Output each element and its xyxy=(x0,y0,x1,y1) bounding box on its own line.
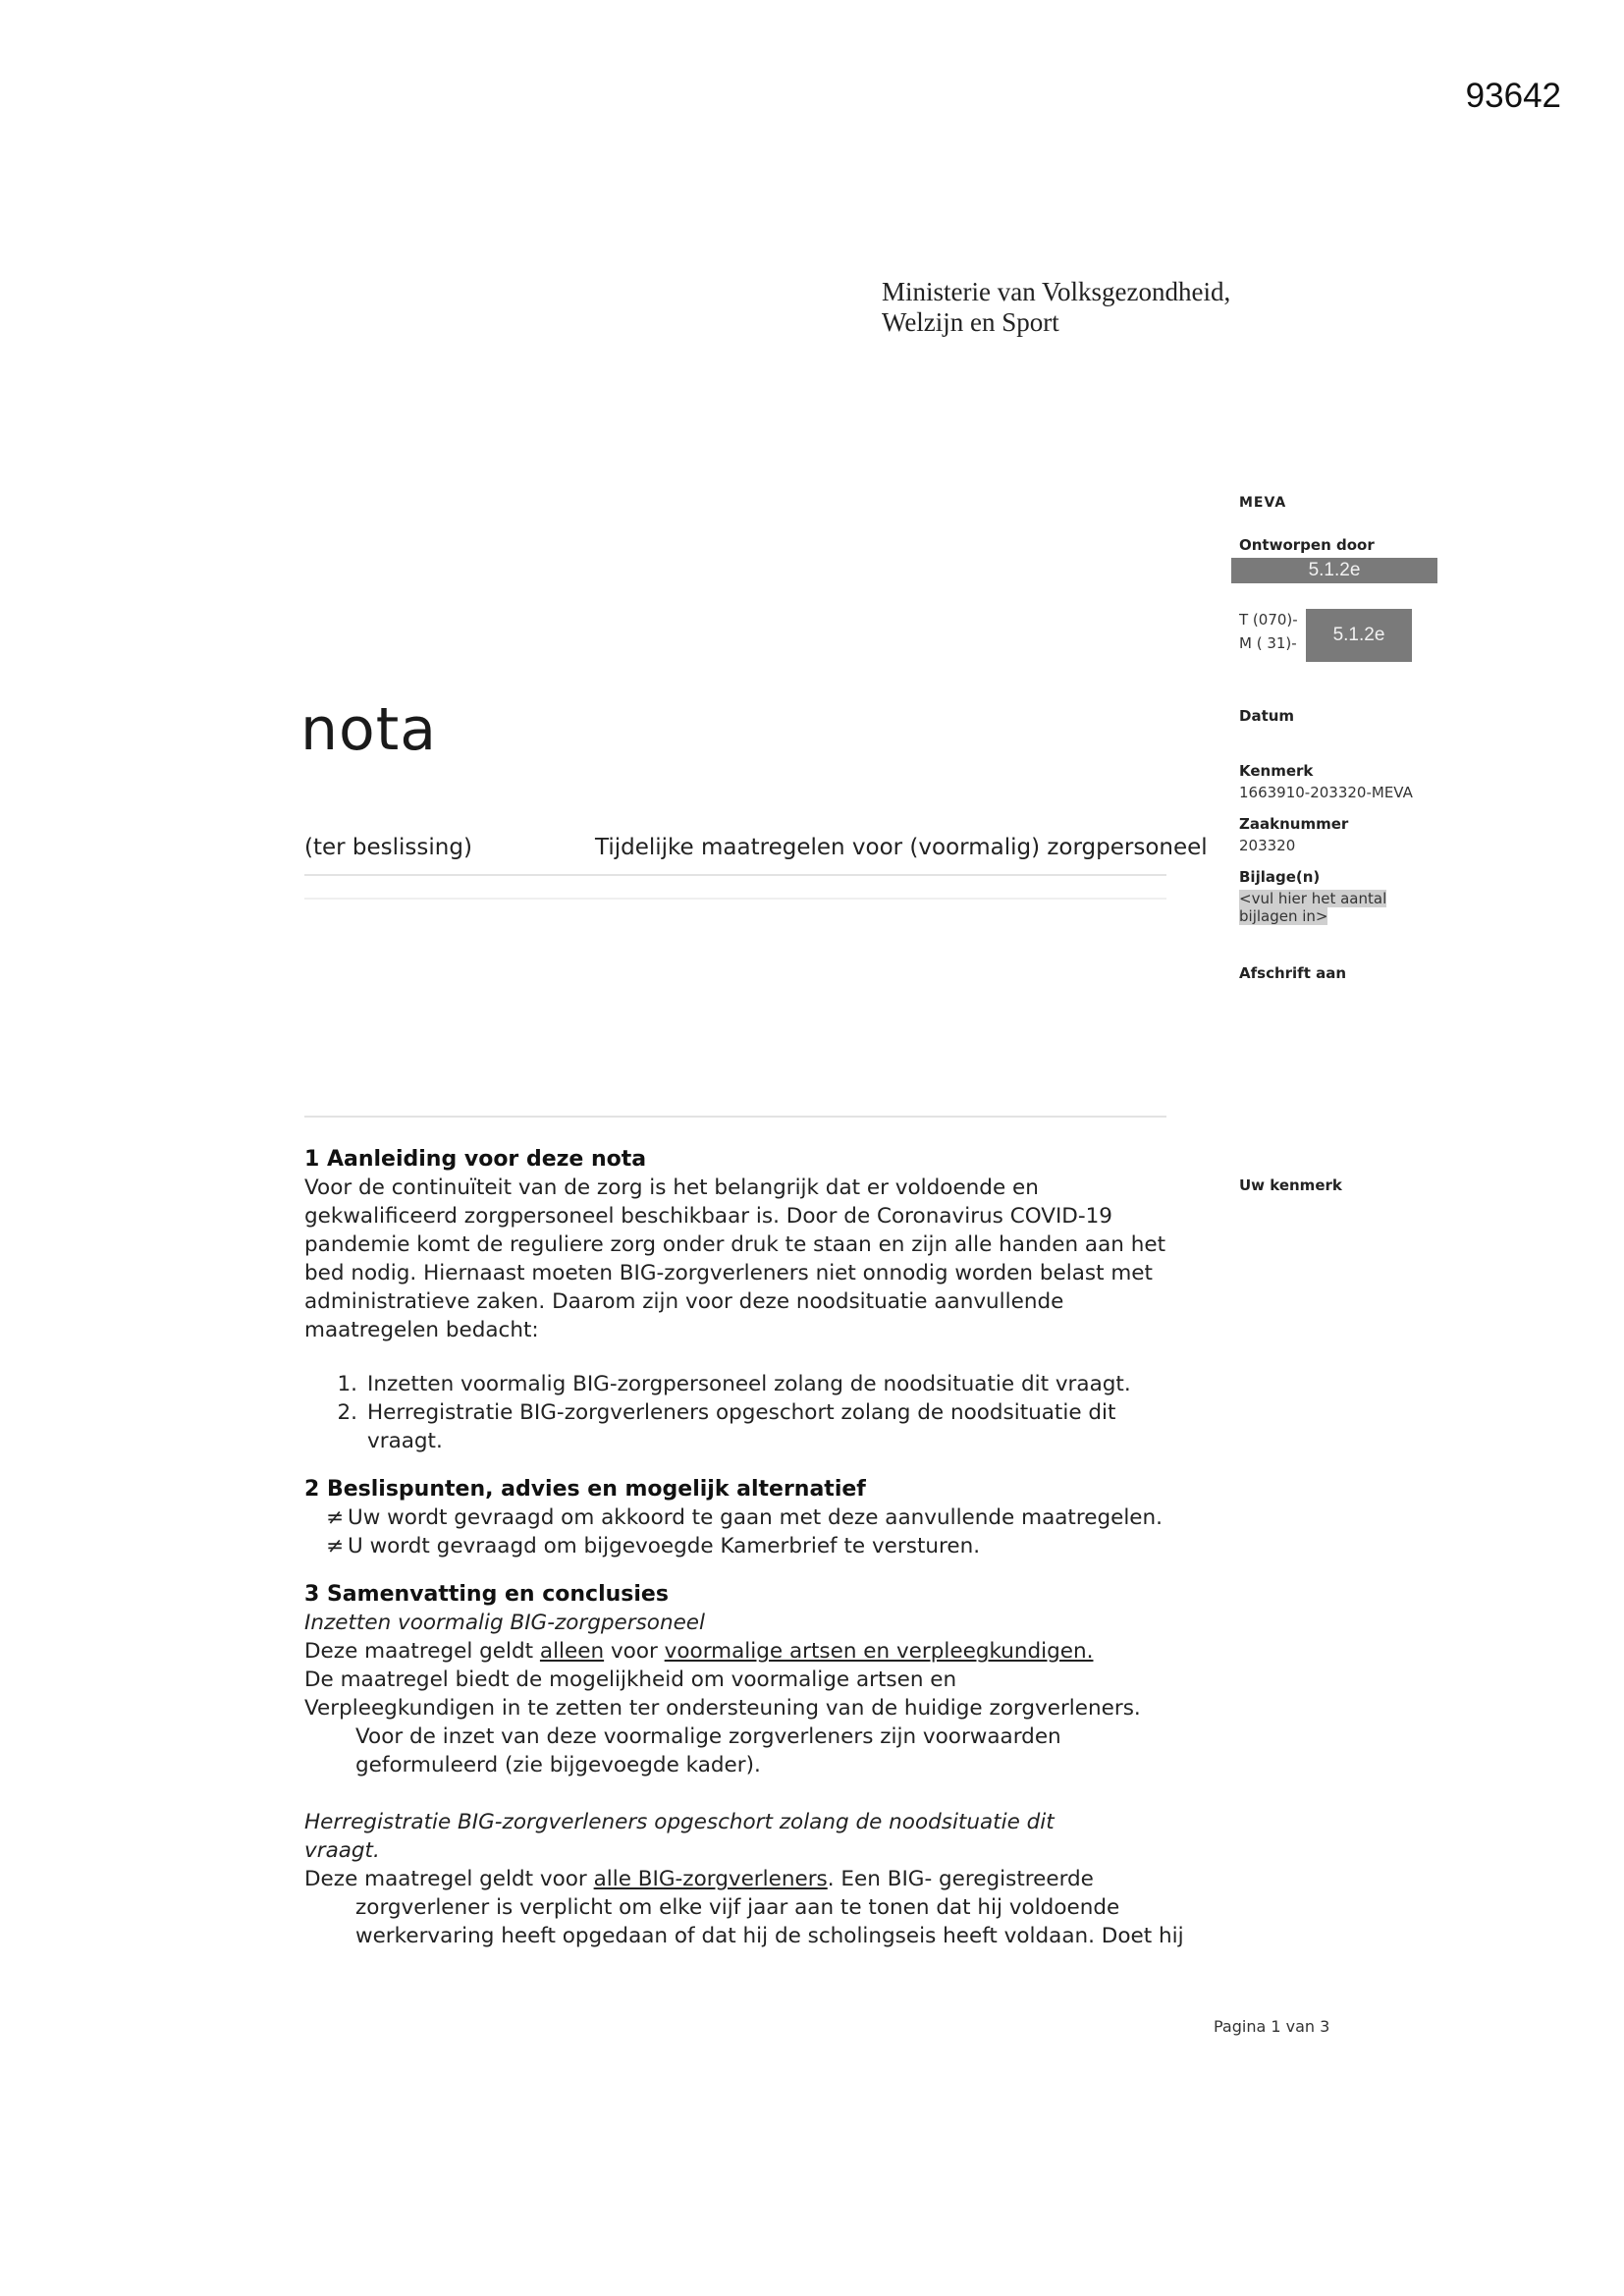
phone-redaction: 5.1.2e xyxy=(1306,609,1412,662)
your-reference-label: Uw kenmerk xyxy=(1239,1176,1342,1194)
list-number: 1. xyxy=(337,1372,357,1396)
list-text: Inzetten voormalig BIG-zorgpersoneel zolang de noodsituatie dit vraagt. xyxy=(367,1372,1131,1396)
section-2-list xyxy=(304,1503,1208,1560)
list-item xyxy=(304,1503,1208,1532)
attachments-placeholder-line2: bijlagen in> xyxy=(1239,907,1328,925)
copy-to-label: Afschrift aan xyxy=(1239,964,1347,982)
list-text: U wordt gevraagd om bijgevoegde Kamerbrief te versturen. xyxy=(348,1534,981,1558)
ministry-name-line1: Ministerie van Volksgezondheid, xyxy=(882,277,1231,306)
list-number: 2. xyxy=(337,1400,357,1425)
phone-t-label: T (070)- xyxy=(1239,611,1298,629)
reference-label: Kenmerk xyxy=(1239,762,1314,780)
subject-divider-secondary xyxy=(304,898,1166,900)
section-3-paragraph-2-line2: Verpleegkundigen in te zetten ter ondersteuning van de huidige zorgverleners. xyxy=(304,1696,1141,1721)
case-number-label: Zaaknummer xyxy=(1239,815,1349,833)
body-divider xyxy=(304,1116,1166,1118)
decision-status: (ter beslissing) xyxy=(304,835,472,860)
phone-m-label: M ( 31)- xyxy=(1239,634,1297,652)
designed-by-label: Ontworpen door xyxy=(1239,536,1375,554)
section-3-heading: 3 Samenvatting en conclusies xyxy=(304,1582,669,1607)
section-1-paragraph: Voor de continuïteit van de zorg is het belangrijk dat er voldoende en gekwalificeerd zorgpersoneel beschikbaar is. Door de Coronavirus COVID-19 pandemie komt de reguliere zorg onder druk te staan en zijn alle handen aan het bed nodig. Hiernaast moeten BIG-zorgverleners niet onnodig worden belast met administratieve zaken. Daarom zijn voor deze noodsituatie aanvullende maatregelen bedacht: xyxy=(304,1175,1165,1342)
date-label: Datum xyxy=(1239,707,1295,725)
ministry-name-line2: Welzijn en Sport xyxy=(882,307,1059,337)
section-3-paragraph-2-line3: Voor de inzet van deze voormalige zorgverleners zijn voorwaarden geformuleerd (zie bijgevoegde kader). xyxy=(355,1724,1061,1777)
document-body xyxy=(304,1145,1208,1950)
section-3-paragraph-2-line1: De maatregel biedt de mogelijkheid om voormalige artsen en xyxy=(304,1667,957,1692)
ministry-logotype xyxy=(882,277,1230,338)
document-type-heading: nota xyxy=(300,695,438,764)
underlined-text: alleen xyxy=(539,1639,605,1664)
page-number: Pagina 1 van 3 xyxy=(1214,2017,1330,2036)
department-code: MEVA xyxy=(1239,495,1287,511)
list-item xyxy=(304,1532,1208,1560)
section-3-paragraph-3: Deze maatregel geldt voor alle BIG-zorgverleners. Een BIG- geregistreerde xyxy=(304,1867,1094,1891)
bullet-glyph: ≠ xyxy=(325,1505,344,1530)
attachments-placeholder-line1: <vul hier het aantal xyxy=(1239,890,1387,907)
list-text: Uw wordt gevraagd om akkoord te gaan met deze aanvullende maatregelen. xyxy=(348,1505,1163,1530)
section-3-subheading-1: Inzetten voormalig BIG-zorgpersoneel xyxy=(304,1611,706,1635)
underlined-text: voormalige artsen en verpleegkundigen. xyxy=(664,1639,1094,1664)
subject-divider xyxy=(304,874,1166,876)
section-3-paragraph-3-continued: zorgverlener is verplicht om elke vijf jaar aan te tonen dat hij voldoende werkervaring heeft opgedaan of dat hij de scholingseis heeft voldaan. Doet hij xyxy=(355,1895,1184,1948)
list-item xyxy=(316,1370,1208,1398)
document-number: 93642 xyxy=(1465,77,1561,115)
section-3-subheading-2: Herregistratie BIG-zorgverleners opgeschort zolang de noodsituatie dit vraagt. xyxy=(304,1810,1055,1863)
subject-title: Tijdelijke maatregelen voor (voormalig) zorgpersoneel xyxy=(595,835,1208,860)
list-text: Herregistratie BIG-zorgverleners opgeschort zolang de noodsituatie dit vraagt. xyxy=(367,1400,1116,1453)
case-number-value: 203320 xyxy=(1239,837,1296,854)
attachments-label: Bijlage(n) xyxy=(1239,868,1321,886)
section-2-heading: 2 Beslispunten, advies en mogelijk alternatief xyxy=(304,1477,866,1502)
reference-value: 1663910-203320-MEVA xyxy=(1239,784,1413,801)
designed-by-redaction: 5.1.2e xyxy=(1231,558,1437,583)
list-item xyxy=(316,1398,1208,1455)
section-1-list xyxy=(304,1370,1208,1455)
section-1-heading: 1 Aanleiding voor deze nota xyxy=(304,1147,647,1172)
attachments-value xyxy=(1239,890,1386,925)
bullet-glyph: ≠ xyxy=(325,1534,344,1558)
underlined-text: alle BIG-zorgverleners xyxy=(593,1867,828,1891)
section-3-paragraph-1: Deze maatregel geldt alleen voor voormalige artsen en verpleegkundigen. xyxy=(304,1639,1094,1664)
